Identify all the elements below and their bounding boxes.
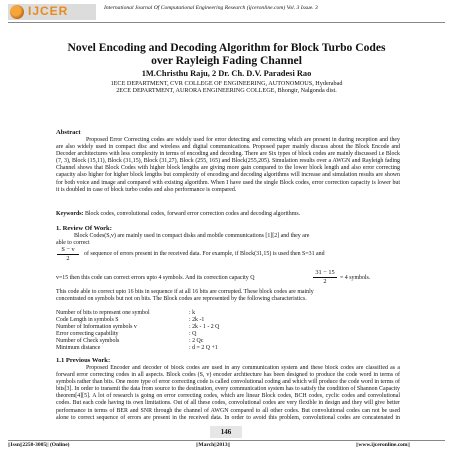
paper-title [0,42,453,67]
affiliation-2: 2ECE DEPARTMENT, AURORA ENGINEERING COLLEGE, Bhongir, Nalgonda dist. [116,87,337,94]
title-line-1: Novel Encoding and Decoding Algorithm for Block Turbo Codes [67,41,386,54]
fraction-numerator: 31 − 15 [315,269,335,276]
review-line-3: of sequence of errors present in the received data. For example, if Block(31,15) is used then S=31 and [84,251,325,257]
review-line-6: concentrated on symbols but not on bits. The Block codes are represented by the following characteristics. [56,296,307,302]
footer-issn: ||Issn||2250-3005|| (Online) [8,442,70,448]
keywords [56,211,300,217]
char-label-1: Number of bits to represent one symbol [56,310,150,316]
header-rule [8,22,445,23]
char-label-6: Minimum distance [56,345,101,351]
char-value-5: : 2 Qc [189,338,204,344]
footer-date: ||March||2013|| [196,442,231,448]
previous-heading: 1.1 Previous Work: [56,357,111,364]
char-value-1: : k [189,310,196,316]
fraction-capacity [312,269,338,285]
review-line-4: v=15 then this code can correct errors upto 4 symbols. And its correction capacity Q [56,275,255,281]
review-line-2: able to correct [56,240,90,246]
review-line-1: Block Codes(S,v) are mainly used in compact disks and mobile communications [1][2] and they are [74,233,310,239]
keywords-label: Keywords: [56,211,84,217]
fraction-s-minus-v [56,246,80,262]
keywords-text: Block codes, convolutional codes, forward error correction codes and decoding algorithms. [84,211,301,217]
char-value-6: : d = 2 Q +1 [189,345,218,351]
footer-website: ||www.ijceronline.com|| [356,442,410,448]
char-value-4: : Q [189,331,197,337]
char-label-2: Code Length in symbols S [56,317,119,323]
page-number: 146 [210,426,242,438]
logo-text: IJCER [28,4,69,18]
journal-logo [8,4,96,20]
fraction-bar [57,254,79,255]
title-line-2: over Rayleigh Fading Channel [151,53,302,67]
fraction-denominator: 2 [323,278,327,285]
abstract-heading: Abstract [56,129,81,136]
char-value-2: : 2k -1 [189,317,205,323]
char-value-3: : 2k - 1 - 2 Q [189,324,220,330]
fraction-numerator: S − v [61,246,75,253]
footer-rule [8,440,445,441]
journal-header: International Journal Of Computational Engineering Research (ijceronline.com) Vol. 3 Issue. 3 [104,5,318,11]
affiliation-1: 1ECE DEPARTMENT, CVR COLLEGE OF ENGINEERING, AUTONOMOUS, Hyderabad [110,80,343,87]
char-label-3: Number of Information symbols v [56,324,137,330]
review-heading: 1. Review Of Work: [56,225,112,232]
abstract-text: Proposed Error Correcting codes are widely used for error detecting and correcting which are present in during reception and they are also widely used in compact disc and wireless and digital communications. Proposed paper mainly discuss about the Block Encode and Decoder architectures with less complexity in terms of encoding and decoding. There are Six types of block codes are mainly discussed i.e Block (7, 3), Block (15,11), Block (31,15), Block (31,27), Block (255, 165) and Block(255,205). Simulation results over a AWGN and Rayleigh fading Channel shows that Block Codes with higher block lengths are giving more gain compared to the lower block length and also error correcting capacity also higher for higher block lengths but complexity of encoding and decoding algorithms will increase and simulation results are shown for both voice and image and compared with existing algorithm. When I have used the single Block codes, error correction capacity is lower but it is doubled in case of block turbo codes and also performance is compared. [56,137,400,193]
review-line-5: This code able to correct upto 16 bits in sequence if at all 16 bits are corrupted. These block codes are mainly [56,289,314,295]
review-line-4-end: = 4 symbols. [340,275,371,281]
char-label-5: Number of Check symbols [56,338,120,344]
fraction-denominator: 2 [66,255,70,262]
previous-text: Proposed Encoder and decoder of block codes are used in any communication system and these block codes are classified as a forward error correcting codes in all aspects. Block codes (S, v) encoder architecture has been designed to produce the code word in terms of symbols rather than bits. One more type of error correcting code is called convolutional coding and which will produce the code word in terms of bits[3]. In order to transmit the data from source to the destination, every communication system has to satisfy the condition of Shannon Capacity theorem[4][5]. A lot of research is going on error correcting codes, which are linear Block codes, BCH codes, cyclic codes and convolutional codes. But each code having its own limitations. Out of all these codes, convolutional codes are very flexible in design and they will give better performance in terms of BER and SNR through the channel of AWGN compared to all other codes. But convolutional codes can not be used alone to correct sequence of errors are present in the received data. In order to avoid this problem, convolutional codes are concatenated in [56,365,400,421]
globe-icon [10,5,24,19]
fraction-bar [313,277,337,278]
authors: 1M.Christhu Raju, 2 Dr. Ch. D.V. Paradesi Rao [141,69,312,78]
char-label-4: Error correcting capability [56,331,119,337]
